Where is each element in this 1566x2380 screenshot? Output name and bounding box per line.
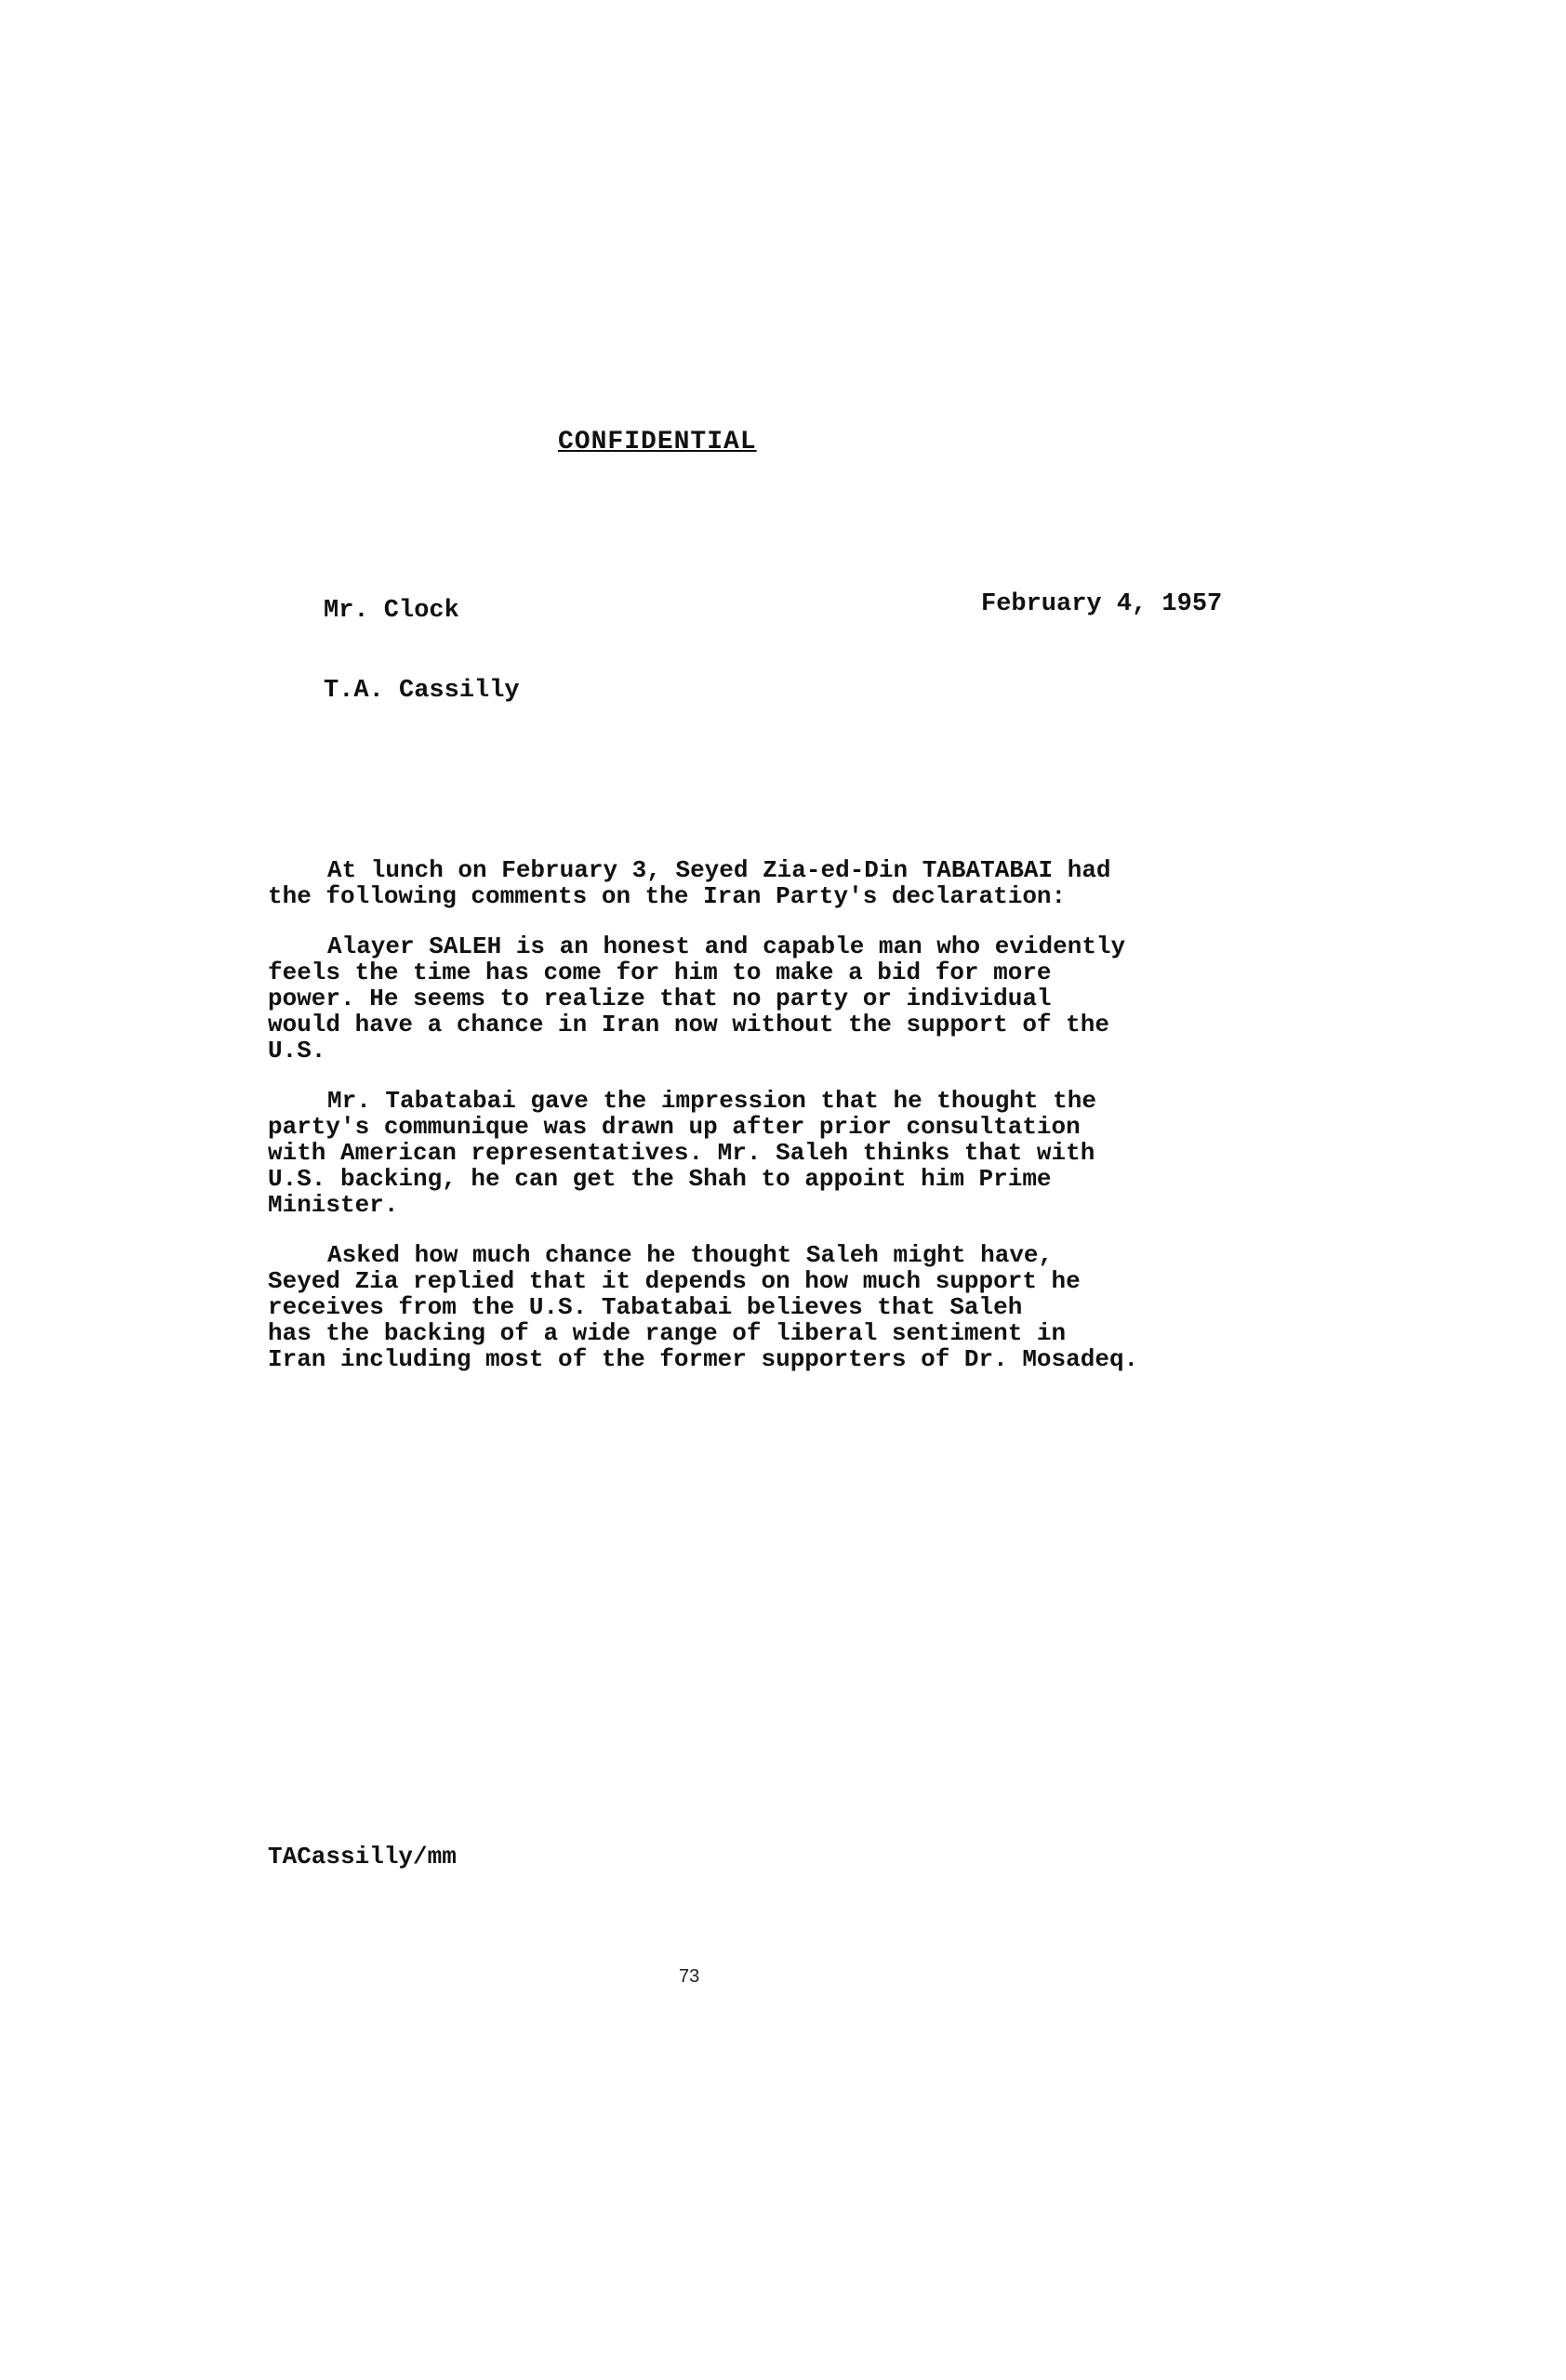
- memo-paragraph-1: At lunch on February 3, Seyed Zia-ed-Din TABATABAI had the following comments on the Iran Party's declaration:: [268, 856, 1111, 910]
- page-number: 73: [679, 1966, 700, 1987]
- memo-paragraph-2: Alayer SALEH is an honest and capable man who evidently feels the time has come for him to make a bid for more power. He seems to realize that no party or individual would have a chance in Iran now without the support of the U.S.: [268, 932, 1126, 1064]
- classification-marking: CONFIDENTIAL: [558, 428, 757, 456]
- memo-paragraph-4: Asked how much chance he thought Saleh might have, Seyed Zia replied that it depends on how much support he receives from the U.S. Tabatabai believes that Saleh has the backing of a wide range of liberal sentiment in Iran including most of the former supporters of Dr. Mosadeq.: [268, 1241, 1139, 1373]
- memo-sender: T.A. Cassilly: [324, 677, 520, 705]
- typist-initials: TACassilly/mm: [268, 1843, 457, 1871]
- memo-recipient: Mr. Clock: [324, 597, 459, 625]
- memo-date: February 4, 1957: [981, 590, 1223, 618]
- memo-body: [268, 857, 1254, 1396]
- memo-paragraph-3: Mr. Tabatabai gave the impression that he thought the party's communique was drawn up after prior consultation with American representatives. Mr. Saleh thinks that with U.S. backing, he can get the Shah to appoint him Prime Minister.: [268, 1087, 1096, 1219]
